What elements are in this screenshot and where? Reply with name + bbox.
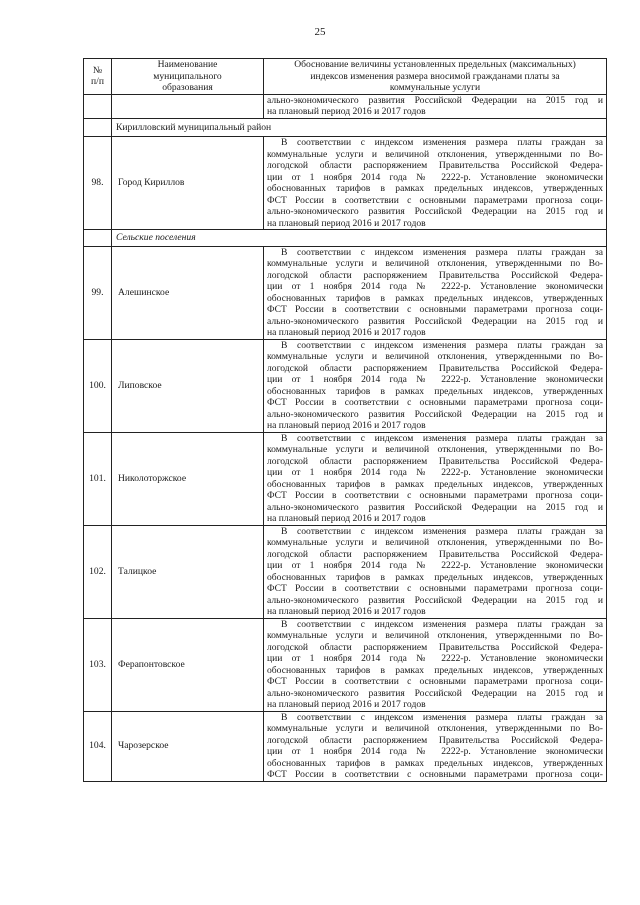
- basis-text: [264, 525, 607, 618]
- continuation-row: [84, 94, 607, 118]
- text-line: обоснованных тарифов в рамках предельных индексов, утвержденных: [267, 478, 603, 490]
- text-line: ФСТ России в соответствии с основными параметрами прогноза соци-: [267, 397, 603, 408]
- text-line: ально-экономического развития Российской Федерации на 2015 год и: [267, 687, 603, 699]
- text-line: на плановый период 2016 и 2017 годов: [267, 217, 426, 229]
- header-name-line: образования: [162, 82, 213, 93]
- text-line: на плановый период 2016 и 2017 годов: [267, 606, 426, 617]
- table-row: [84, 525, 607, 618]
- text-line: ции от 1 ноября 2014 года № 2222-р. Установление экономически: [267, 467, 603, 478]
- municipality-name: Липовское: [112, 339, 264, 432]
- text-line: В соответствии с индексом изменения размера платы граждан за: [281, 711, 603, 723]
- basis-text: [264, 246, 607, 339]
- district-title: Кирилловский муниципальный район: [112, 118, 607, 137]
- text-line: ально-экономического развития Российской Федерации на 2015 год и: [267, 206, 603, 217]
- text-line: коммунальные услуги и величиной отклонения, утвержденными по Во-: [267, 723, 603, 734]
- row-number: 102.: [84, 525, 112, 618]
- municipality-name: Ферапонтовское: [112, 618, 264, 711]
- text-line: коммунальные услуги и величиной отклонения, утвержденными по Во-: [267, 537, 603, 548]
- header-name: [112, 59, 264, 95]
- header-basis-line: коммунальные услуги: [389, 82, 481, 93]
- text-line: ции от 1 ноября 2014 года № 2222-р. Установление экономически: [267, 374, 603, 385]
- text-line: на плановый период 2016 и 2017 годов: [267, 699, 426, 710]
- basis-text: [264, 711, 607, 781]
- municipality-name: Город Кириллов: [112, 137, 264, 230]
- municipality-name: Николоторжское: [112, 432, 264, 525]
- text-line: логодской области распоряжением Правительства Российской Федера-: [267, 455, 603, 467]
- text-line: логодской области распоряжением Правительства Российской Федера-: [267, 269, 603, 281]
- header-num-line: №: [92, 64, 103, 76]
- text-line: ции от 1 ноября 2014 года № 2222-р. Установление экономически: [267, 171, 603, 183]
- text-line: ФСТ России в соответствии с основными параметрами прогноза соци-: [267, 583, 603, 594]
- text-line: ально-экономического развития Российской Федерации на 2015 год и: [267, 94, 603, 106]
- continuation-text: [264, 94, 607, 118]
- header-basis-line: Обоснование величины установленных предельных (максимальных): [294, 59, 576, 70]
- basis-text: [264, 339, 607, 432]
- table-row: [84, 339, 607, 432]
- empty-cell: [84, 118, 112, 137]
- text-line: логодской области распоряжением Правительства Российской Федера-: [267, 641, 603, 653]
- section-label: Сельские поселения: [112, 230, 607, 247]
- text-line: В соответствии с индексом изменения размера платы граждан за: [281, 618, 603, 630]
- text-line: В соответствии с индексом изменения размера платы граждан за: [281, 525, 603, 537]
- text-line: ции от 1 ноября 2014 года № 2222-р. Установление экономически: [267, 746, 603, 757]
- municipality-name: Талицкое: [112, 525, 264, 618]
- text-line: обоснованных тарифов в рамках предельных индексов, утвержденных: [267, 664, 603, 676]
- basis-text: [264, 137, 607, 230]
- text-line: ально-экономического развития Российской Федерации на 2015 год и: [267, 315, 603, 327]
- municipality-name: Алешинское: [112, 246, 264, 339]
- municipality-name: Чарозерское: [112, 711, 264, 781]
- text-line: на плановый период 2016 и 2017 годов: [267, 327, 426, 338]
- header-num: [84, 59, 112, 95]
- empty-cell: [84, 230, 112, 247]
- text-line: обоснованных тарифов в рамках предельных индексов, утвержденных: [267, 292, 603, 304]
- text-line: ФСТ России в соответствии с основными параметрами прогноза соци-: [267, 769, 603, 780]
- text-line: обоснованных тарифов в рамках предельных индексов, утвержденных: [267, 757, 603, 769]
- page-number: 25: [314, 26, 326, 38]
- header-name-line: Наименование: [157, 59, 218, 70]
- empty-cell: [112, 94, 264, 118]
- basis-text: [264, 618, 607, 711]
- basis-text: [264, 432, 607, 525]
- text-line: на плановый период 2016 и 2017 годов: [267, 106, 426, 117]
- text-line: на плановый период 2016 и 2017 годов: [267, 420, 426, 431]
- text-line: логодской области распоряжением Правительства Российской Федера-: [267, 734, 603, 746]
- text-line: ально-экономического развития Российской Федерации на 2015 год и: [267, 408, 603, 420]
- text-line: ФСТ России в соответствии с основными параметрами прогноза соци-: [267, 304, 603, 315]
- text-line: ально-экономического развития Российской Федерации на 2015 год и: [267, 501, 603, 513]
- text-line: В соответствии с индексом изменения размера платы граждан за: [281, 137, 603, 148]
- text-line: логодской области распоряжением Правительства Российской Федера-: [267, 548, 603, 560]
- text-line: ции от 1 ноября 2014 года № 2222-р. Установление экономически: [267, 653, 603, 664]
- text-line: ции от 1 ноября 2014 года № 2222-р. Установление экономически: [267, 281, 603, 292]
- text-line: обоснованных тарифов в рамках предельных индексов, утвержденных: [267, 385, 603, 397]
- text-line: ально-экономического развития Российской Федерации на 2015 год и: [267, 594, 603, 606]
- text-line: В соответствии с индексом изменения размера платы граждан за: [281, 432, 603, 444]
- table-header-row: [84, 59, 607, 95]
- text-line: на плановый период 2016 и 2017 годов: [267, 513, 426, 524]
- row-number: 99.: [84, 246, 112, 339]
- table-row: [84, 137, 607, 230]
- text-line: коммунальные услуги и величиной отклонения, утвержденными по Во-: [267, 351, 603, 362]
- text-line: обоснованных тарифов в рамках предельных индексов, утвержденных: [267, 571, 603, 583]
- text-line: В соответствии с индексом изменения размера платы граждан за: [281, 246, 603, 258]
- table-row: [84, 618, 607, 711]
- text-line: ФСТ России в соответствии с основными параметрами прогноза соци-: [267, 676, 603, 687]
- header-name-line: муниципального: [153, 70, 222, 82]
- header-basis: [264, 59, 607, 95]
- text-line: ФСТ России в соответствии с основными параметрами прогноза соци-: [267, 490, 603, 501]
- table-row: [84, 711, 607, 781]
- empty-cell: [84, 94, 112, 118]
- table-row: [84, 432, 607, 525]
- text-line: коммунальные услуги и величиной отклонения, утвержденными по Во-: [267, 258, 603, 269]
- text-line: ции от 1 ноября 2014 года № 2222-р. Установление экономически: [267, 560, 603, 571]
- tariff-table: [83, 58, 607, 782]
- text-line: коммунальные услуги и величиной отклонения, утвержденными по Во-: [267, 444, 603, 455]
- table-row: [84, 246, 607, 339]
- text-line: ФСТ России в соответствии с основными параметрами прогноза соци-: [267, 194, 603, 206]
- text-line: логодской области распоряжением Правительства Российской Федера-: [267, 160, 603, 171]
- row-number: 101.: [84, 432, 112, 525]
- row-number: 104.: [84, 711, 112, 781]
- text-line: коммунальные услуги и величиной отклонения, утвержденными по Во-: [267, 148, 603, 160]
- row-number: 98.: [84, 137, 112, 230]
- text-line: В соответствии с индексом изменения размера платы граждан за: [281, 339, 603, 351]
- row-number: 103.: [84, 618, 112, 711]
- text-line: обоснованных тарифов в рамках предельных индексов, утвержденных: [267, 183, 603, 194]
- district-row: [84, 118, 607, 137]
- header-num-line: п/п: [91, 76, 104, 88]
- text-line: коммунальные услуги и величиной отклонения, утвержденными по Во-: [267, 630, 603, 641]
- text-line: логодской области распоряжением Правительства Российской Федера-: [267, 362, 603, 374]
- section-row: [84, 230, 607, 247]
- row-number: 100.: [84, 339, 112, 432]
- header-basis-line: индексов изменения размера вносимой гражданами платы за: [310, 70, 560, 82]
